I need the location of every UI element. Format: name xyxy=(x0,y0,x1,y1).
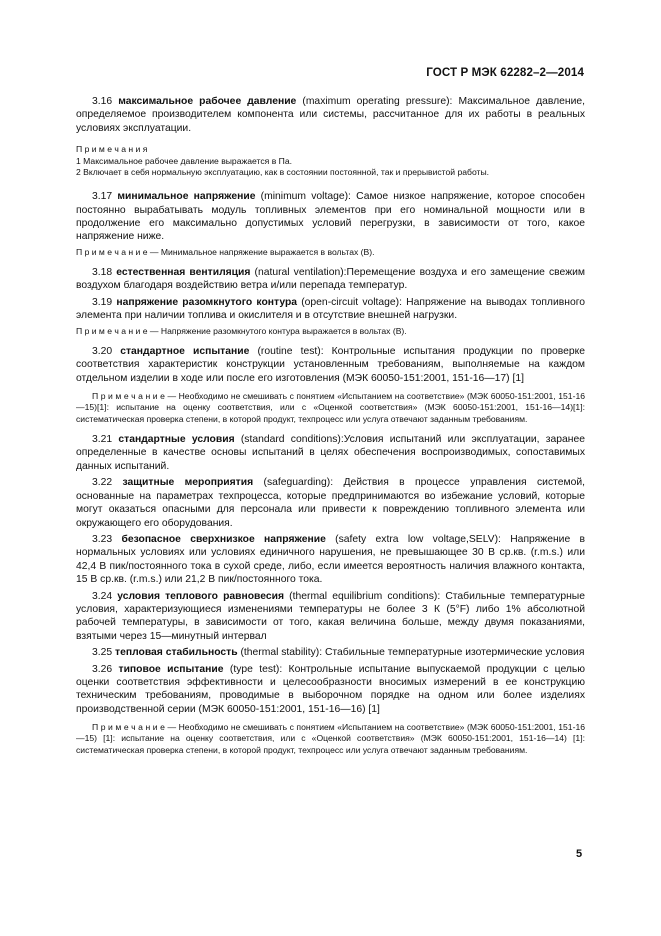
clause-number: 3.16 xyxy=(92,96,113,107)
document-body xyxy=(76,95,585,761)
term: стандартные условия xyxy=(118,434,235,446)
definition-text: (natural ventilation):Перемещение воздуха и его замещение свежим воздухом благодаря воздействию ветра и/или перепада температур. xyxy=(76,267,586,292)
definition-3-22 xyxy=(76,476,585,530)
note-text: — Необходимо не смешивать с понятием «Испытанием на соответствие» (МЭК 60050-151:2001, 151-16—15) [1]: испытание на оценку соответствия, или с «Оценкой соответствия» (МЭК 60050-151:2001, 151-16—14) [1]: систематическая проверка степени, в которой продукт, техпроцесс или услуга отвечают заданным требованиям. xyxy=(76,722,586,755)
definition-3-23 xyxy=(76,533,585,587)
document-header: ГОСТ Р МЭК 62282–2—2014 xyxy=(426,66,584,79)
term: условия теплового равновесия xyxy=(117,590,285,602)
definition-text: (minimum voltage): Самое низкое напряжение, которое способен постоянно вырабатывать модуль топливных элементов при его номинальной мощности или в продолжение его максимально допустимых условий перегрузки, в зависимости от того, какое напряжение ниже. xyxy=(76,191,585,243)
definition-text: (open-circuit voltage): Напряжение на выводах топливного элемента при наличии топлива и окислителя и в отсутствие внешней нагрузки. xyxy=(76,296,585,322)
definition-3-19 xyxy=(76,296,585,323)
note-label: П р и м е ч а н и е xyxy=(92,391,165,402)
clause-number: 3.17 xyxy=(92,191,113,203)
note-item: 2 Включает в себя нормальную эксплуатацию, как в состоянии постоянной, так и прерывистой работы. xyxy=(76,166,490,177)
note-label: П р и м е ч а н и е xyxy=(92,722,165,733)
term: минимальное напряжение xyxy=(117,191,256,203)
definition-3-18 xyxy=(76,266,585,293)
definition-3-21 xyxy=(76,433,585,473)
clause-number: 3.21 xyxy=(92,434,113,446)
note-block-3-16 xyxy=(76,144,585,178)
definition-3-20 xyxy=(76,345,585,385)
page-number: 5 xyxy=(576,848,583,860)
term: стандартное испытание xyxy=(120,345,250,357)
term: естественная вентиляция xyxy=(116,267,251,279)
note-label: П р и м е ч а н и е xyxy=(76,325,148,336)
note-item: 1 Максимальное рабочее давление выражается в Па. xyxy=(76,155,292,166)
definition-text: (safety extra low voltage,SELV): Напряжение в нормальных условиях или условиях единичного нарушения, не превышающее 30 В ср.кв. (r.m.s.) или 42,4 В пик/постоянного тока в сухой среде, либо, если имеется вероятность наличия влажного контакта, 15 В ср.кв. (r.m.s.) или 21,2 В пик/постоянного тока. xyxy=(76,533,586,586)
term: типовое испытание xyxy=(118,663,224,675)
definition-text: (routine test): Контрольные испытания продукции по проверке соответствия характеристик конструкции установленным требованиям, выполняемые на каждом отдельном изделии в ходе или после его изготовления (МЭК 60050-151:2001, 151-16—17) [1] xyxy=(76,345,586,384)
clause-number: 3.18 xyxy=(92,267,113,279)
clause-number: 3.25 xyxy=(92,647,113,659)
note-3-26 xyxy=(76,722,585,756)
definition-text: (thermal equilibrium conditions): Стабильные температурные условия, характеризующиеся изменениями температуры не более 3 К (5°F) либо 1% абсолютной рабочей температуры, в зависимости от того, какая величина больше, между двумя показаниями, взятыми через 15—минутный интервал xyxy=(76,590,585,642)
term: безопасное сверхнизкое напряжение xyxy=(121,533,326,545)
note-3-19 xyxy=(76,326,585,337)
definition-text: (type test): Контрольные испытание выпускаемой продукции с целью оценки соответствия эффективности и целесообразности вносимых измерений в ее конструкцию техническим требованиям, проводимые в выборочном порядке на одном или более изделиях производственной серии (МЭК 60050-151:2001, 151-16—16) [1] xyxy=(76,663,586,715)
note-label: П р и м е ч а н и е xyxy=(76,246,148,257)
definition-text: (thermal stability): Стабильные температурные изотермические условия xyxy=(240,647,585,659)
definition-3-26 xyxy=(76,663,585,717)
term: защитные мероприятия xyxy=(122,477,254,489)
definition-3-17 xyxy=(76,190,585,244)
clause-number: 3.22 xyxy=(92,477,113,489)
note-3-17 xyxy=(76,247,585,258)
note-text: — Необходимо не смешивать с понятием «Испытанием на соответствие» (МЭК 60050-151:2001, 151-16—15)[1]: испытание на оценку соответствия, или с «Оценкой соответствия» (МЭК 60050-151:2001, 151-16—14)[1]: систематическая проверка степени, в которой продукт, техпроцесс или услуга отвечают заданным требованиям. xyxy=(76,391,586,424)
definition-3-16 xyxy=(76,95,585,135)
clause-number: 3.19 xyxy=(92,296,113,308)
definition-text: (maximum operating pressure): Максимальное давление, определяемое производителем компонента или системы, рассчитанное для их работы в реальных условиях эксплуатации. xyxy=(76,96,586,134)
definition-3-25 xyxy=(76,646,585,659)
note-3-20 xyxy=(76,391,585,425)
clause-number: 3.20 xyxy=(92,345,113,357)
term: напряжение разомкнутого контура xyxy=(116,296,298,308)
definition-3-24 xyxy=(76,590,585,644)
note-text: — Напряжение разомкнутого контура выражается в вольтах (В). xyxy=(149,325,407,336)
definition-text: (standard conditions):Условия испытаний или эксплуатации, заранее определенные в качестве основы испытаний в целях обеспечения воспроизводимых, сопоставимых данных испытаний. xyxy=(76,434,585,472)
term: максимальное рабочее давление xyxy=(118,96,297,107)
clause-number: 3.26 xyxy=(92,663,113,675)
clause-number: 3.24 xyxy=(92,590,113,602)
note-text: — Минимальное напряжение выражается в вольтах (В). xyxy=(149,246,375,257)
clause-number: 3.23 xyxy=(92,533,113,545)
definition-text: (safeguarding): Действия в процессе управления системой, основанные на параметрах техпроцесса, которые предпринимаются во избежание условий, которые могут оказаться опасными для персонала или привести к повреждению топливного элемента или окружающего его оборудования. xyxy=(76,477,586,529)
note-title: П р и м е ч а н и я xyxy=(76,144,148,155)
term: тепловая стабильность xyxy=(115,647,238,659)
